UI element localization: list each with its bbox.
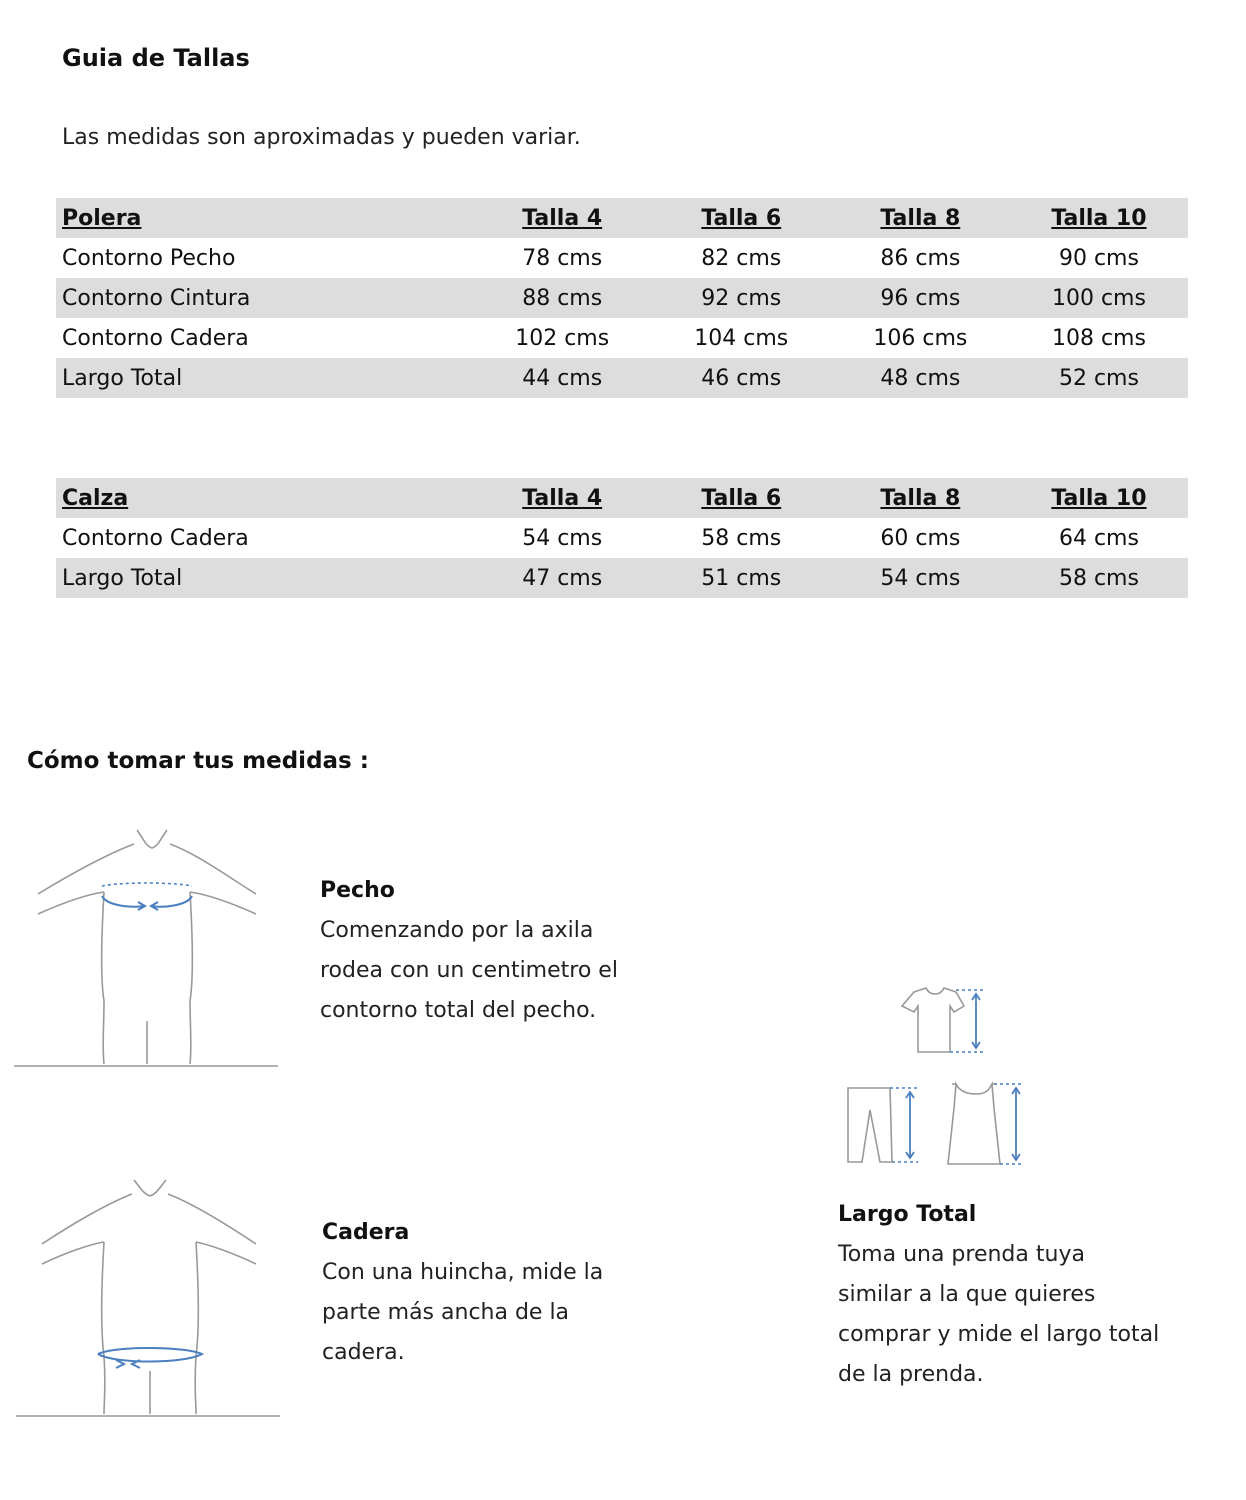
hip-guide-title: Cadera [322,1220,410,1245]
table-cell: 60 cms [880,525,961,551]
table-cell: 100 cms [1051,285,1146,311]
table-cell: 90 cms [1058,245,1139,271]
table-row [56,518,1188,558]
table-cell: 44 cms [522,365,603,391]
table-cell: 106 cms [873,325,968,351]
table-cell: 78 cms [522,245,603,271]
table-cell: 108 cms [1051,325,1146,351]
table-row [56,278,1188,318]
hip-guide-line: parte más ancha de la [322,1300,570,1325]
table-cell: 51 cms [701,565,782,591]
chest-guide-line: contorno total del pecho. [320,998,597,1023]
table-cell: 96 cms [880,285,961,311]
page-title: Guia de Tallas [62,44,250,72]
table-header-cell: Talla 4 [522,205,603,231]
table-cell: 46 cms [701,365,782,391]
table-header-row [56,478,1188,518]
table-header-cell: Talla 10 [1051,205,1147,231]
page-subtitle: Las medidas son aproximadas y pueden variar. [62,125,581,150]
length-guide-line: de la prenda. [838,1362,984,1387]
table-header-cell: Calza [62,485,129,511]
table-cell: 64 cms [1058,525,1139,551]
table-cell: Contorno Cadera [62,325,249,351]
length-guide-line: similar a la que quieres [838,1282,1096,1307]
hip-guide [322,1213,603,1373]
garment-length-icon [838,984,1038,1174]
table-header-cell: Talla 10 [1051,485,1147,511]
table-cell: 102 cms [515,325,610,351]
table-cell: Contorno Pecho [62,245,236,271]
table-cell: 58 cms [1058,565,1139,591]
chest-guide-line: rodea con un centimetro el [320,958,618,983]
table-cell: 86 cms [880,245,961,271]
table-cell: 58 cms [701,525,782,551]
table-cell: Contorno Cintura [62,285,251,311]
table-header-cell: Polera [62,205,142,231]
length-guide-line: Toma una prenda tuya [838,1242,1085,1267]
table-cell: 48 cms [880,365,961,391]
table-cell: Largo Total [62,365,183,391]
hip-guide-line: cadera. [322,1340,405,1365]
table-row [56,318,1188,358]
table-cell: 82 cms [701,245,782,271]
chest-guide-title: Pecho [320,878,395,903]
size-table-calza [56,478,1188,598]
table-header-cell: Talla 6 [701,205,782,231]
length-guide-line: comprar y mide el largo total [838,1322,1160,1347]
table-cell: 92 cms [701,285,782,311]
table-header-cell: Talla 6 [701,485,782,511]
length-guide [838,1195,1159,1395]
table-row [56,238,1188,278]
table-header-cell: Talla 8 [880,205,961,231]
chest-guide-line: Comenzando por la axila [320,918,594,943]
table-cell: Contorno Cadera [62,525,249,551]
table-cell: 47 cms [522,565,603,591]
table-cell: 104 cms [694,325,789,351]
table-header-cell: Talla 8 [880,485,961,511]
how-to-measure-title: Cómo tomar tus medidas : [27,748,369,774]
table-cell: 52 cms [1058,365,1139,391]
table-cell: 88 cms [522,285,603,311]
hip-measure-icon [14,1176,284,1421]
table-cell: 54 cms [522,525,603,551]
size-table-polera [56,198,1188,398]
table-row [56,558,1188,598]
table-row [56,358,1188,398]
chest-guide [320,871,618,1031]
table-header-row [56,198,1188,238]
length-guide-title: Largo Total [838,1202,977,1227]
table-cell: Largo Total [62,565,183,591]
table-header-cell: Talla 4 [522,485,603,511]
table-cell: 54 cms [880,565,961,591]
hip-guide-line: Con una huincha, mide la [322,1260,604,1285]
chest-measure-icon [12,826,282,1071]
